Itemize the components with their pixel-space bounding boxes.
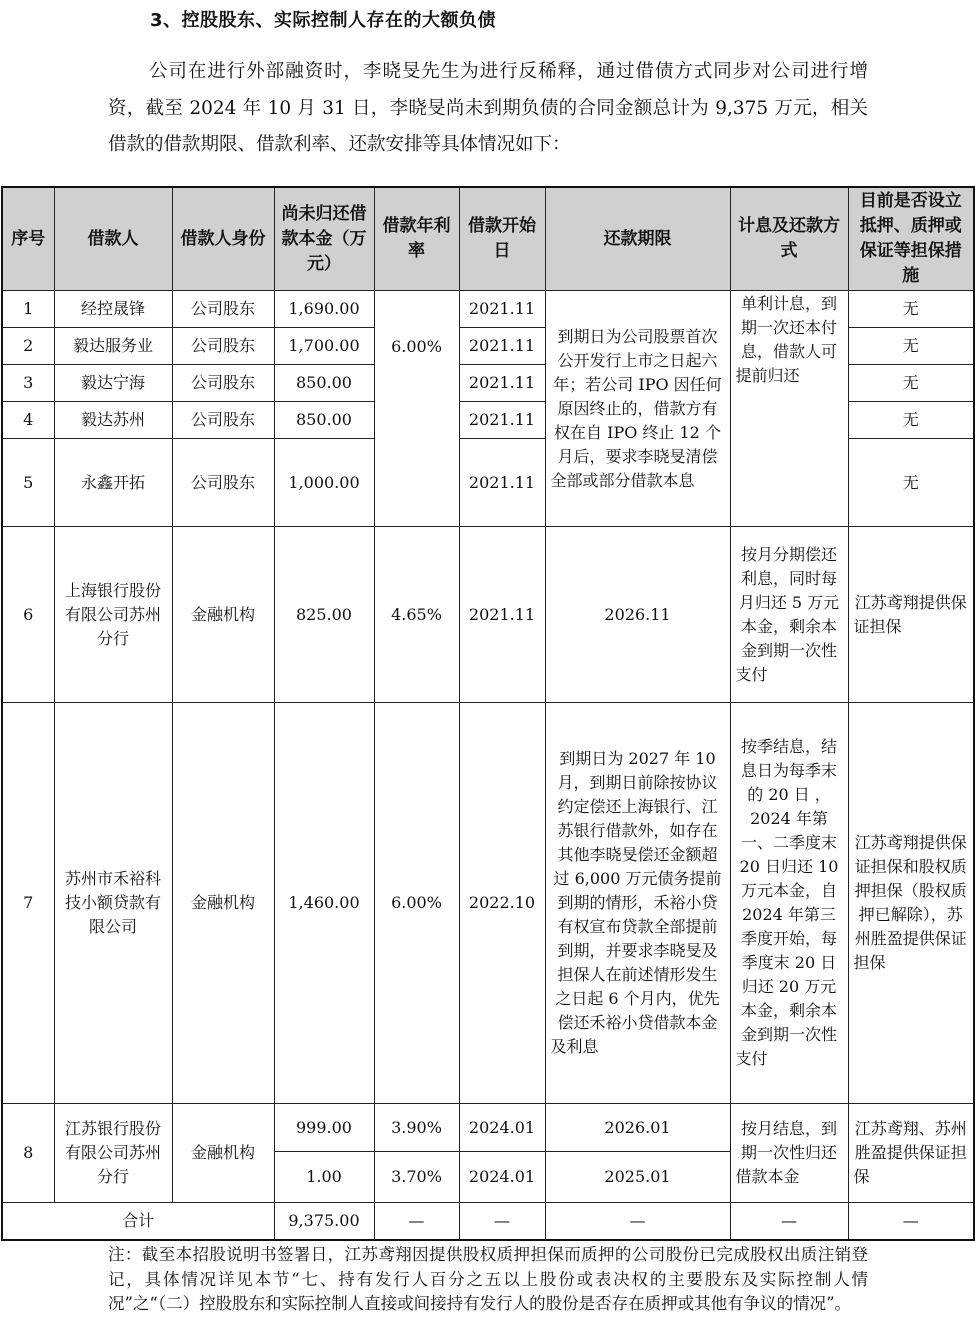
cell-lender: 毅达苏州 (54, 402, 172, 439)
cell-guarantee: 无 (848, 439, 974, 527)
cell-lender: 江苏银行股份有限公司苏州分行 (54, 1104, 172, 1203)
header-guarantee: 目前是否设立抵押、质押或保证等担保措施 (848, 187, 974, 291)
cell-rate: 3.90% (374, 1104, 459, 1152)
cell-start: 2021.11 (459, 402, 545, 439)
cell-term: 到期日为 2027 年 10 月，到期日前除按协议约定偿还上海银行、江苏银行借款外，如存在其他李晓旻偿还金额超过 6,000 万元债务提前到期的情形，禾裕小贷有权宣布贷款全部提前到期，并要求李晓旻及担保人在前述情形发生之日起 6 个月内，优先偿还禾裕小贷借款本金及利息 (545, 703, 730, 1104)
header-seq: 序号 (2, 187, 54, 291)
cell-seq: 4 (2, 402, 54, 439)
cell-identity: 公司股东 (172, 402, 274, 439)
cell-guarantee: 江苏鸢翔提供保证担保和股权质押担保（股权质押已解除），苏州胜盈提供保证担保 (848, 703, 974, 1104)
cell-principal: 1,000.00 (274, 439, 374, 527)
total-label: 合计 (2, 1203, 274, 1240)
table-row (2, 1104, 974, 1152)
header-identity: 借款人身份 (172, 187, 274, 291)
cell-lender: 毅达服务业 (54, 328, 172, 365)
cell-seq: 5 (2, 439, 54, 527)
cell-method: 按月结息，到期一次性归还借款本金 (730, 1104, 848, 1203)
cell-identity: 金融机构 (172, 527, 274, 703)
cell-lender: 永鑫开拓 (54, 439, 172, 527)
cell-identity: 公司股东 (172, 328, 274, 365)
cell-term: 2025.01 (545, 1152, 730, 1203)
cell-rate: 4.65% (374, 527, 459, 703)
cell-method: 按季结息，结息日为每季末的 20 日 ，2024 年第一、二季度末 20 日归还 10 万元本金，自 2024 年第三季度开始，每季度末 20 日归还 20 万元本金，剩余本金到期一次性支付 (730, 703, 848, 1104)
cell-method: 按月分期偿还利息，同时每月归还 5 万元本金，剩余本金到期一次性支付 (730, 527, 848, 703)
cell-principal: 825.00 (274, 527, 374, 703)
cell-start: 2024.01 (459, 1152, 545, 1203)
table-row (2, 291, 974, 328)
cell-lender: 经控晟锋 (54, 291, 172, 328)
cell-seq: 1 (2, 291, 54, 328)
cell-start: 2024.01 (459, 1104, 545, 1152)
cell-guarantee: 无 (848, 402, 974, 439)
header-lender: 借款人 (54, 187, 172, 291)
cell-identity: 金融机构 (172, 703, 274, 1104)
cell-identity: 公司股东 (172, 365, 274, 402)
intro-paragraph (108, 54, 868, 164)
cell-method: 单利计息，到期一次还本付息，借款人可提前归还 (730, 291, 848, 527)
cell-seq: 8 (2, 1104, 54, 1203)
cell-start: 2022.10 (459, 703, 545, 1104)
total-principal: 9,375.00 (274, 1203, 374, 1240)
table-row (2, 527, 974, 703)
cell-term: 到期日为公司股票首次公开发行上市之日起六年；若公司 IPO 因任何原因终止的，借款方有权在自 IPO 终止 12 个月后，要求李晓旻清偿全部或部分借款本息 (545, 291, 730, 527)
cell-principal: 1,460.00 (274, 703, 374, 1104)
cell-principal: 1.00 (274, 1152, 374, 1203)
header-rate: 借款年利率 (374, 187, 459, 291)
total-dash: — (374, 1203, 459, 1240)
cell-principal: 850.00 (274, 402, 374, 439)
cell-identity: 公司股东 (172, 439, 274, 527)
footnote: 注：截至本招股说明书签署日，江苏鸢翔因提供股权质押担保而质押的公司股份已完成股权出质注销登记，具体情况详见本节“七、持有发行人百分之五以上股份或表决权的主要股东及实际控制人情况”之“（二）控股股东和实际控制人直接或间接持有发行人的股份是否存在质押或其他有争议的情况”。 (108, 1245, 868, 1313)
header-start: 借款开始日 (459, 187, 545, 291)
cell-term: 2026.11 (545, 527, 730, 703)
total-dash: — (545, 1203, 730, 1240)
section-heading: 3、控股股东、实际控制人存在的大额负债 (150, 10, 497, 31)
cell-seq: 2 (2, 328, 54, 365)
cell-principal: 850.00 (274, 365, 374, 402)
total-dash: — (459, 1203, 545, 1240)
cell-seq: 3 (2, 365, 54, 402)
cell-seq: 7 (2, 703, 54, 1104)
cell-rate: 6.00% (374, 703, 459, 1104)
intro-text: 公司在进行外部融资时，李晓旻先生为进行反稀释，通过借债方式同步对公司进行增资，截至 2024 年 10 月 31 日，李晓旻尚未到期负债的合同金额总计为 9,375 万元，相关借款的借款期限、借款利率、还款安排等具体情况如下： (108, 61, 868, 155)
cell-guarantee: 无 (848, 328, 974, 365)
cell-start: 2021.11 (459, 365, 545, 402)
cell-identity: 金融机构 (172, 1104, 274, 1203)
table-header-row (2, 187, 974, 291)
cell-start: 2021.11 (459, 328, 545, 365)
cell-guarantee: 江苏鸢翔提供保证担保 (848, 527, 974, 703)
cell-lender: 毅达宁海 (54, 365, 172, 402)
cell-principal: 1,700.00 (274, 328, 374, 365)
cell-principal: 999.00 (274, 1104, 374, 1152)
cell-lender: 上海银行股份有限公司苏州分行 (54, 527, 172, 703)
total-dash: — (730, 1203, 848, 1240)
cell-lender: 苏州市禾裕科技小额贷款有限公司 (54, 703, 172, 1104)
cell-rate: 3.70% (374, 1152, 459, 1203)
cell-seq: 6 (2, 527, 54, 703)
cell-guarantee: 无 (848, 291, 974, 328)
cell-term: 2026.01 (545, 1104, 730, 1152)
cell-rate: 6.00% (374, 291, 459, 527)
header-method: 计息及还款方式 (730, 187, 848, 291)
cell-guarantee: 江苏鸢翔、苏州胜盈提供保证担保 (848, 1104, 974, 1203)
total-dash: — (848, 1203, 974, 1240)
header-principal: 尚未归还借款本金（万元） (274, 187, 374, 291)
cell-start: 2021.11 (459, 439, 545, 527)
loan-table (1, 186, 975, 1241)
total-row (2, 1203, 974, 1240)
cell-principal: 1,690.00 (274, 291, 374, 328)
cell-identity: 公司股东 (172, 291, 274, 328)
table-row (2, 703, 974, 1104)
cell-guarantee: 无 (848, 365, 974, 402)
cell-start: 2021.11 (459, 291, 545, 328)
header-term: 还款期限 (545, 187, 730, 291)
cell-start: 2021.11 (459, 527, 545, 703)
